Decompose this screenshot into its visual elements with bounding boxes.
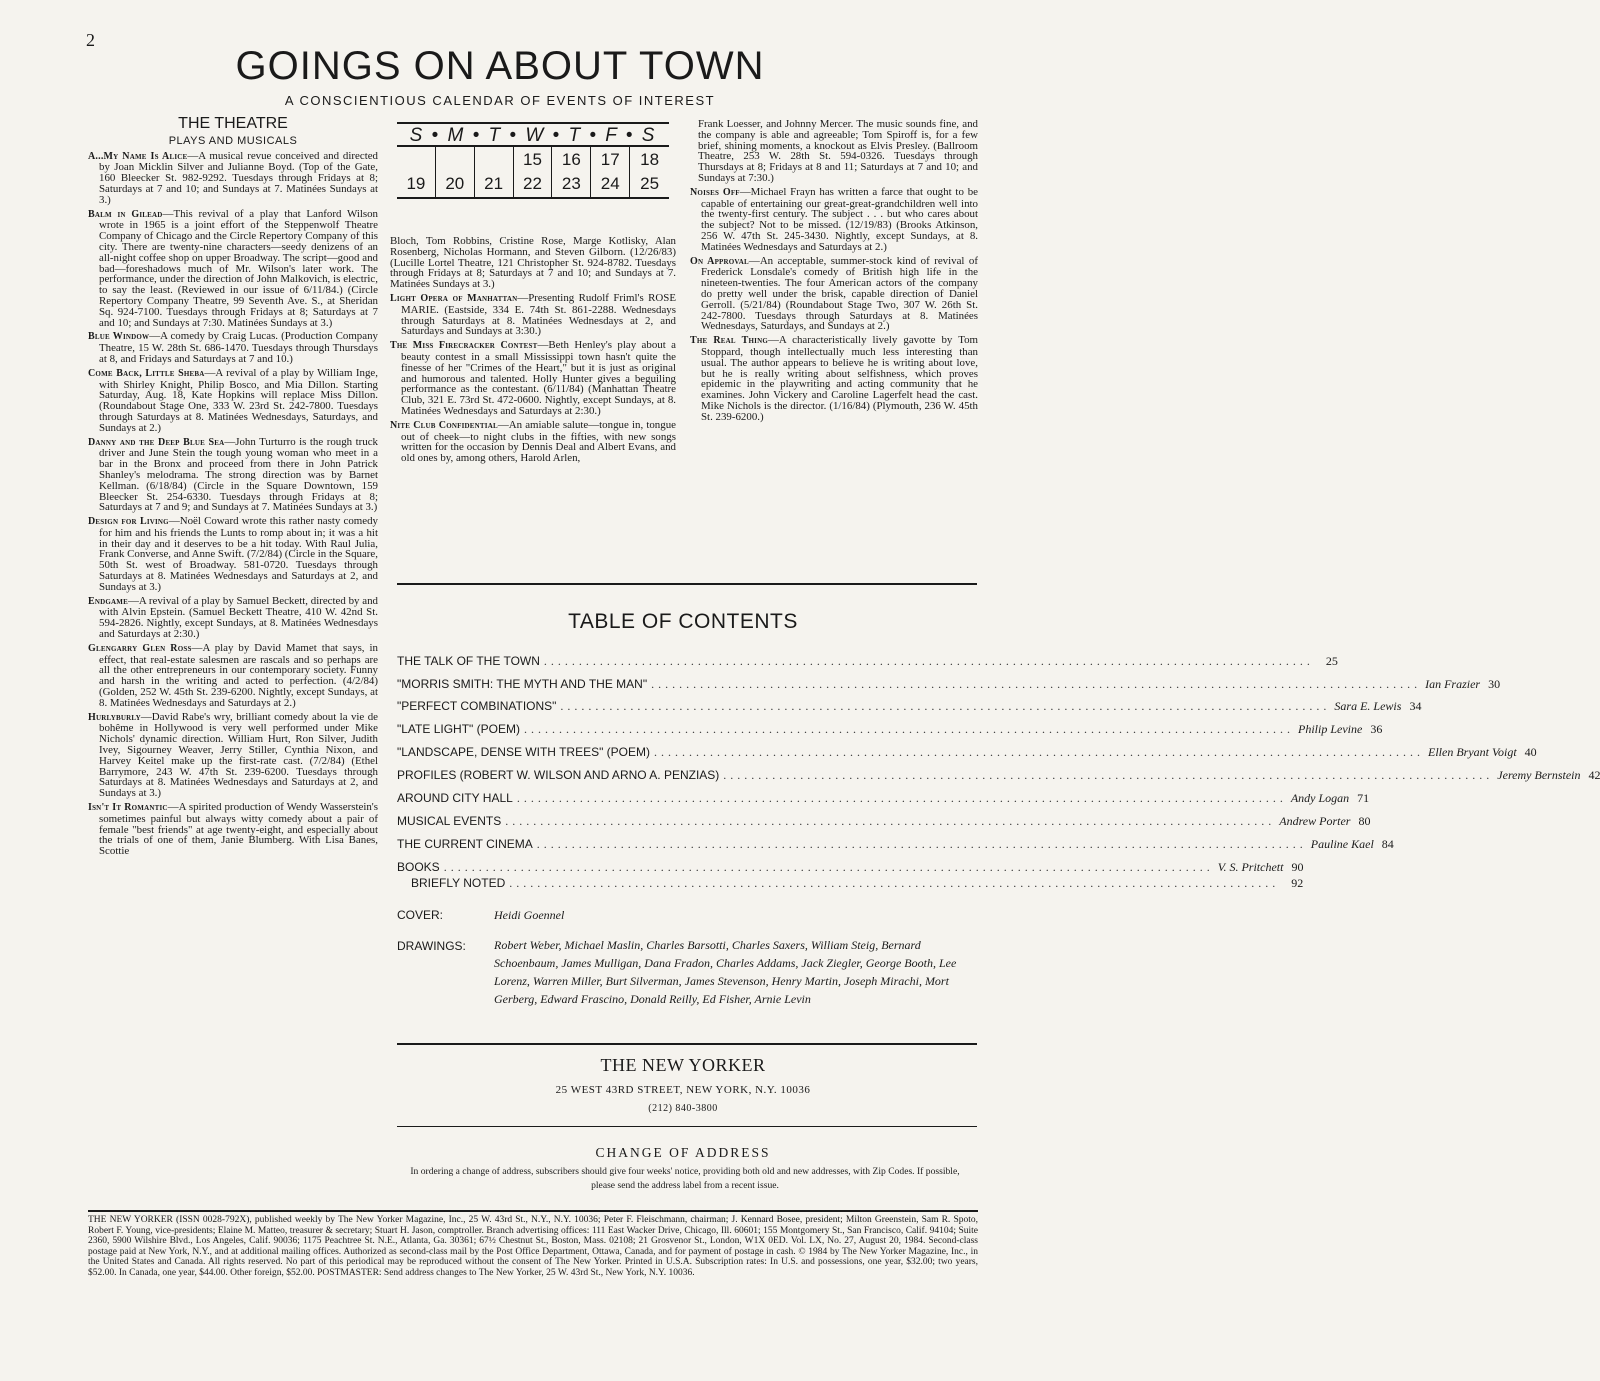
publication-address: 25 WEST 43RD STREET, NEW YORK, N.Y. 10036 [555, 1084, 811, 1096]
divider [88, 1210, 978, 1212]
toc-item[interactable]: THE TALK OF THE TOWN .............................................................................................................. 25 [397, 654, 1338, 668]
toc-item[interactable]: "LATE LIGHT" (POEM) .............................................................................................................. Philip Levine 36 [397, 722, 1383, 736]
listing-entry: Come Back, Little Sheba—A revival of a play by William Inge, with Shirley Knight, Philip Bosco, and Mia Dillon. Starting Saturday, Aug. 18, Kate Hopkins will replace Miss Dillon. (Roundabout Stage One, 333 W. 23rd St. 242-7800. Tuesdays through Saturdays at 8. Matinées Wednesdays, Saturdays, and Sundays at 2.) [88, 366, 378, 434]
listing-entry: Design for Living—Noël Coward wrote this rather nasty comedy for him and his friends the Lunts to romp about in; it was a hit in their day and it deserves to be a hit today. With Raul Julia, Frank Converse, and Anne Swift. (7/2/84) (Circle in the Square, 50th St. west of Broadway. 581-0720. Tuesdays through Saturdays at 8. Matinées Wednesdays and Saturdays at 2, and Sundays at 3.) [88, 515, 378, 593]
listing-continued: Frank Loesser, and Johnny Mercer. The music sounds fine, and the company is able and agreeable; Tom Spiroff is, for a few brief, shining moments, a knockout as Elvis Presley. (Ballroom Theatre, 253 W. 28th St. 594-0326. Tuesdays through Thursdays at 8; Fridays at 8 and 11; Saturdays at 7 and 10; and Sundays at 7:30.) [698, 118, 978, 184]
divider [397, 1126, 977, 1127]
divider [397, 583, 977, 585]
calendar [397, 122, 669, 199]
listing-entry: Nite Club Confidential—An amiable salute—tongue in, tongue out of cheek—to night clubs in the fifties, with new songs written for the occasion by Dennis Deal and Albert Evans, and old ones by, among others, Harold Arlen, [390, 418, 676, 465]
toc-item[interactable]: "LANDSCAPE, DENSE WITH TREES" (POEM) .............................................................................................................. Ellen Bryant Voigt 40 [397, 745, 1537, 759]
cover-artist: Heidi Goennel [494, 908, 565, 922]
calendar-cell: 17 24 [591, 147, 630, 197]
toc-title: TABLE OF CONTENTS [568, 610, 798, 633]
change-of-address-title: CHANGE OF ADDRESS [595, 1145, 771, 1160]
drawings-artists: Robert Weber, Michael Maslin, Charles Barsotti, Charles Saxers, William Steig, Bernard Schoenbaum, James Mulligan, Dana Fradon, Charles Addams, Jack Ziegler, George Booth, Lee Lorenz, Warren Miller, Burt Silverman, James Stevenson, Henry Martin, Joseph Mirachi, Mort Gerberg, Edward Frascino, Donald Reilly, Ed Fisher, Arnie Levin [494, 938, 957, 1006]
listing-entry: The Real Thing—A characteristically lively gavotte by Tom Stoppard, though intellectually much less interesting than usual. The author appears to believe he is writing about love, but he is really writing about selfishness, which proves epidemic in the playwriting and acting community that he examines. John Vickery and Caroline Lagerfelt head the cast. Mike Nichols is the director. (1/16/84) (Plymouth, 236 W. 45th St. 239-6200.) [690, 334, 978, 423]
listing-entry: Balm in Gilead—This revival of a play that Lanford Wilson wrote in 1965 is a joint effort of the Steppenwolf Theatre Company of Chicago and the Circle Repertory Company of this city. There are twenty-nine characters—seedy denizens of an all-night coffee shop on upper Broadway. The script—good and bad—foreshadows much of Mr. Wilson's later work. The performance, under the direction of John Malkovich, is electric, to say the least. (Reviewed in our issue of 6/11/84.) (Circle Repertory Company Theatre, 99 Seventh Ave. S., at Sheridan Sq. 924-7100. Tuesdays through Fridays at 8; Saturdays at 7 and 10; and Sundays at 7:30. Matinées Sundays at 3.) [88, 207, 379, 329]
theatre-title: THE THEATRE [178, 115, 288, 132]
listing-entry: Isn't It Romantic—A spirited production of Wendy Wasserstein's sometimes painful but always witty comedy about a pair of female "best friends" at age twenty-eight, and especially about the trials of one of them, Janie Blumberg. With Lisa Banes, Scottie [88, 801, 378, 858]
toc-item[interactable]: PROFILES (ROBERT W. WILSON AND ARNO A. PENZIAS) .............................................................................................................. Jeremy Bernstein 42 [397, 768, 1600, 782]
toc-item[interactable]: MUSICAL EVENTS .............................................................................................................. Andrew Porter 80 [397, 814, 1371, 828]
toc-item[interactable]: "MORRIS SMITH: THE MYTH AND THE MAN" .............................................................................................................. Ian Frazier 30 [397, 677, 1501, 691]
page-number: 2 [86, 30, 95, 50]
listing-entry: Danny and the Deep Blue Sea—John Turturro is the rough truck driver and June Stein the tough young woman who meet in a bar in the Bronx and proceed from there in John Patrick Shanley's melodrama. The strong direction was by Barnet Kellman. (6/18/84) (Circle in the Square Downtown, 159 Bleecker St. 254-6330. Tuesdays through Fridays at 8; Saturdays at 7 and 9; and Sundays at 7. Matinées Sundays at 3.) [88, 435, 378, 514]
calendar-cell: 15 22 [514, 147, 553, 197]
listing-entry: Noises Off—Michael Frayn has written a farce that ought to be capable of entertaining our great-great-grandchildren well into the twenty-first century. The subject . . . but who cares about the subject? Not to be missed. (12/19/83) (Brooks Atkinson, 256 W. 47th St. 245-3430. Nightly, except Sundays, at 8. Matinées Wednesdays and Saturdays at 2.) [690, 185, 978, 253]
drawings-label: DRAWINGS: [397, 939, 466, 953]
calendar-cell: 19 [397, 147, 436, 197]
listing-entry: Light Opera of Manhattan—Presenting Rudolf Friml's ROSE MARIE. (Eastside, 334 E. 74th St. 861-2288. Wednesdays through Saturdays at 8. Matinées Wednesdays at 2, and Saturdays and Sundays at 3:30.) [390, 291, 676, 338]
calendar-cell: 18 25 [640, 150, 660, 193]
cover-label: COVER: [397, 908, 444, 922]
right-column [690, 119, 978, 426]
listing-entry: A...My Name Is Alice—A musical revue conceived and directed by Joan Micklin Silver and Julianne Boyd. (Top of the Gate, 160 Bleecker St. 982-9292. Tuesdays through Fridays at 8; Saturdays at 7 and 10; and Sundays at 7. Matinées Sundays at 3.) [88, 149, 379, 206]
listing-entry: Endgame—A revival of a play by Samuel Beckett, directed by and with Alvin Epstein. (Samuel Beckett Theatre, 410 W. 42nd St. 594-2826. Nightly, except Sundays, at 8. Matinées Wednesdays and Saturdays at 2:30.) [88, 594, 378, 641]
listing-entry: Hurlyburly—David Rabe's wry, brilliant comedy about la vie de bohême in Hollywood is very well performed under Mike Nichols' dynamic direction. William Hurt, Ron Silver, Judith Ivey, Sigourney Weaver, Jerry Stiller, Cynthia Nixon, and Harvey Keitel make up the first-rate cast. (7/2/84) (Ethel Barrymore, 243 W. 47th St. 239-6200. Tuesdays through Saturdays at 8. Matinées Wednesdays and Saturdays at 2, and Sundays at 3.) [88, 710, 378, 800]
publication-footer: THE NEW YORKER (ISSN 0028-792X), published weekly by The New Yorker Magazine, Inc., 25 W. 43rd St., N.Y., N.Y. 10036; Peter F. Fleischmann, chairman; J. Kennard Bosee, president; Milton Greenstein, Sam R. Spoto, Robert F. Young, vice-presidents; Elaine M. Matteo, treasurer & secretary; Stuart H. Jason, comptroller. Branch advertising offices: 111 East Wacker Drive, Chicago, Ill. 60601; 155 Montgomery St., San Francisco, Calif. 94104; Suite 2360, 5900 Wilshire Blvd., Los Angeles, Calif. 90036; 1175 Peachtree St. N.E., Atlanta, Ga. 30361; 67½ Chestnut St., Boston, Mass. 02108; 21 Grosvenor St., London, W1X 0ED. Vol. LX, No. 27, August 20, 1984. Second-class postage paid at New York, N.Y., and at additional mailing offices. Authorized as second-class mail by the Post Office Department, Ottawa, Canada, and for payment of postage in cash. © 1984 by The New Yorker Magazine, Inc., in the United States and Canada. All rights reserved. No part of this periodical may be reproduced without the consent of The New Yorker. Printed in U.S.A. Subscription rates: In U.S. and possessions, one year, $32.00; two years, $52.00. In Canada, one year, $44.00. Other foreign, $52.00. POSTMASTER: Send address changes to The New Yorker, 25 W. 43rd St., New York, N.Y. 10036. [88, 1215, 978, 1278]
listing-entry: The Miss Firecracker Contest—Beth Henley's play about a beauty contest in a small Mississippi town hasn't quite the finesse of her "Crimes of the Heart," but it is just as original and humorous and talented. Holly Hunter gives a beguiling performance as the contestant. (6/11/84) (Manhattan Theatre Club, 321 E. 73rd St. 472-0600. Nightly, except Sundays, at 8. Matinées Wednesdays and Saturdays at 2:30.) [390, 339, 676, 417]
listing-entry: On Approval—An acceptable, summer-stock kind of revival of Frederick Lonsdale's comedy of British high life in the nineteen-twenties. The four American actors of the company do pretty well under the brisk, capable direction of Daniel Gerroll. (5/21/84) (Roundabout Stage Two, 307 W. 26th St. 242-7800. Tuesdays through Saturdays at 8. Matinées Wednesdays, Saturdays, and Sundays at 2.) [690, 254, 978, 333]
change-of-address-text: In ordering a change of address, subscribers should give four weeks' notice, providing both old and new addresses, with Zip Codes. If possible, please send the address label from a recent issue. [410, 1166, 960, 1191]
publication-name: THE NEW YORKER [600, 1055, 766, 1075]
listing-continued: Bloch, Tom Robbins, Cristine Rose, Marge Kotlisky, Alan Rosenberg, Nicholas Hormann, and Steven Gilborn. (12/26/83) (Lucille Lortel Theatre, 121 Christopher St. 924-8782. Tuesdays through Fridays at 8; Saturdays at 7 and 10; and Sundays at 7. Matinées Sundays at 3.) [390, 235, 676, 291]
listing-entry: Blue Window—A comedy by Craig Lucas. (Production Company Theatre, 15 W. 28th St. 686-1470. Tuesdays through Thursdays at 8, and Fridays and Saturdays at 7 and 10.) [88, 330, 378, 365]
publication-phone: (212) 840-3800 [648, 1103, 718, 1114]
toc-item[interactable]: BRIEFLY NOTED .............................................................................................................. 92 [411, 876, 1304, 890]
toc-item[interactable]: BOOKS .............................................................................................................. V. S. Pritchett 90 [397, 860, 1304, 874]
theatre-column [88, 115, 379, 860]
toc-item[interactable]: AROUND CITY HALL .............................................................................................................. Andy Logan 71 [397, 791, 1370, 805]
theatre-subtitle: PLAYS AND MUSICALS [168, 134, 298, 147]
divider [397, 1043, 977, 1045]
masthead: GOINGS ON ABOUT TOWN [235, 44, 765, 88]
calendar-cell: 20 [436, 147, 475, 197]
toc-item[interactable]: "PERFECT COMBINATIONS" .............................................................................................................. Sara E. Lewis 34 [397, 699, 1422, 713]
listing-entry: Glengarry Glen Ross—A play by David Mamet that says, in effect, that real-estate salesmen are rascals and so perhaps are all the other entrepreneurs in our contemporary society. Funny and harsh in the writing and acted to perfection. (4/2/84) (Golden, 252 W. 45th St. 239-6200. Nightly, except Sundays, at 8. Matinées Wednesdays and Saturdays at 2.) [88, 641, 378, 709]
middle-column [390, 236, 676, 467]
calendar-cell: 16 23 [552, 147, 591, 197]
calendar-cell: 21 [475, 147, 514, 197]
subhead: A CONSCIENTIOUS CALENDAR OF EVENTS OF INTEREST [284, 93, 716, 108]
toc-item[interactable]: THE CURRENT CINEMA .............................................................................................................. Pauline Kael 84 [397, 837, 1394, 851]
calendar-days: S • M • T • W • T • F • S [397, 124, 669, 147]
